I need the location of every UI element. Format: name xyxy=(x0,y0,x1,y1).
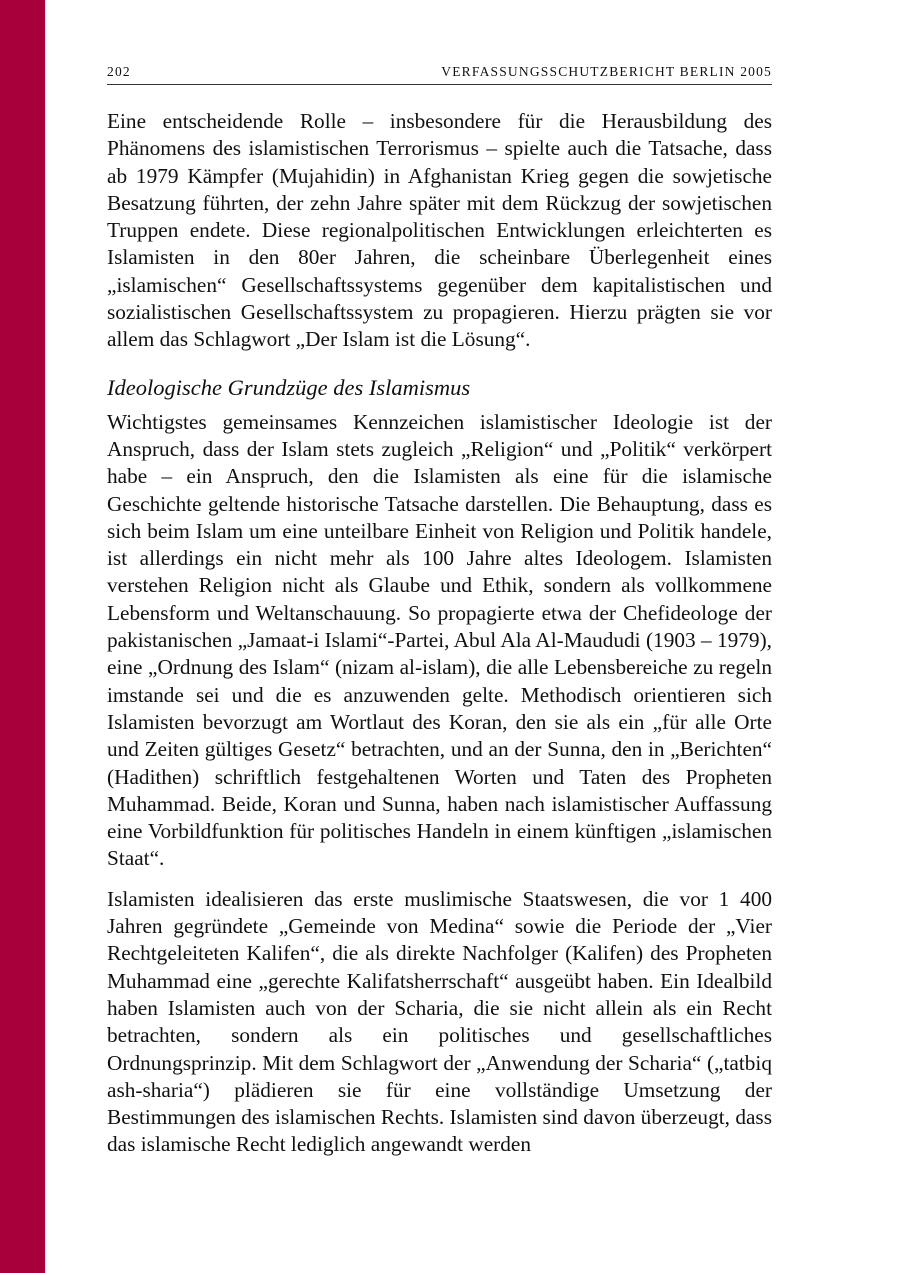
page-header xyxy=(107,64,772,85)
running-title: VERFASSUNGSSCHUTZBERICHT BERLIN 2005 xyxy=(441,64,772,79)
paragraph-3: Islamisten idealisieren das erste muslimische Staatswesen, die vor 1 400 Jahren gegründete „Gemeinde von Medina“ sowie die Periode der „Vier Rechtgeleiteten Kalifen“, die als direkte Nachfolger (Kalifen) des Propheten Muhammad eine „gerechte Kalifatsherrschaft“ ausgeübt haben. Ein Idealbild haben Islamisten auch von der Scharia, die sie nicht allein als ein Recht betrachten, sondern als ein politisches und gesellschaftliches Ordnungsprinzip. Mit dem Schlagwort der „Anwendung der Scharia“ („tatbiq ash-sharia“) plädieren sie für eine vollständige Umsetzung der Bestimmungen des islamischen Rechts. Islamisten sind davon überzeugt, dass das islamische Recht lediglich angewandt werden xyxy=(107,886,772,1157)
paragraph-1: Eine entscheidende Rolle – insbesondere für die Herausbildung des Phänomens des islamistischen Terrorismus – spielte auch die Tatsache, dass ab 1979 Kämpfer (Mujahidin) in Afghanistan Krieg gegen die sowjetische Besatzung führten, der zehn Jahre später mit dem Rückzug der sowjetischen Truppen endete. Diese regionalpolitischen Entwicklungen erleichterten es Islamisten in den 80er Jahren, die scheinbare Überlegenheit eines „islamischen“ Gesellschaftssystems gegenüber dem kapitalistischen und sozialistischen Gesellschaftssystem zu propagieren. Hierzu prägten sie vor allem das Schlagwort „Der Islam ist die Lösung“. xyxy=(107,109,772,352)
paragraph-2: Wichtigstes gemeinsames Kennzeichen islamistischer Ideologie ist der Anspruch, dass der Islam stets zugleich „Religion“ und „Politik“ verkörpert habe – ein Anspruch, den die Islamisten als eine für die islamische Geschichte geltende historische Tatsache darstellen. Die Behauptung, dass es sich beim Islam um eine unteilbare Einheit von Religion und Politik handele, ist allerdings ein nicht mehr als 100 Jahre altes Ideologem. Islamisten verstehen Religion nicht als Glaube und Ethik, sondern als vollkommene Lebensform und Weltanschauung. So propagierte etwa der Chefideologe der pakistanischen „Jamaat-i Islami“-Partei, Abul Ala Al-Maududi (1903 – 1979), eine „Ordnung des Islam“ (nizam al-islam), die alle Lebensbereiche zu regeln imstande sei und die es anzuwenden gelte. Methodisch orientieren sich Islamisten bevorzugt am Wortlaut des Koran, den sie als ein „für alle Orte und Zeiten gültiges Gesetz“ betrachten, und an der Sunna, den in „Berichten“ (Hadithen) schriftlich festgehaltenen Worten und Taten des Propheten Muhammad. Beide, Koran und Sunna, haben nach islamistischer Auffassung eine Vorbildfunktion für politisches Handeln in einem künftigen „islamischen Staat“. xyxy=(107,409,772,871)
page-number: 202 xyxy=(107,64,131,79)
section-heading: Ideologische Grundzüge des Islamismus xyxy=(107,374,471,400)
decorative-side-bar xyxy=(0,0,45,1273)
page-body xyxy=(107,108,772,1159)
